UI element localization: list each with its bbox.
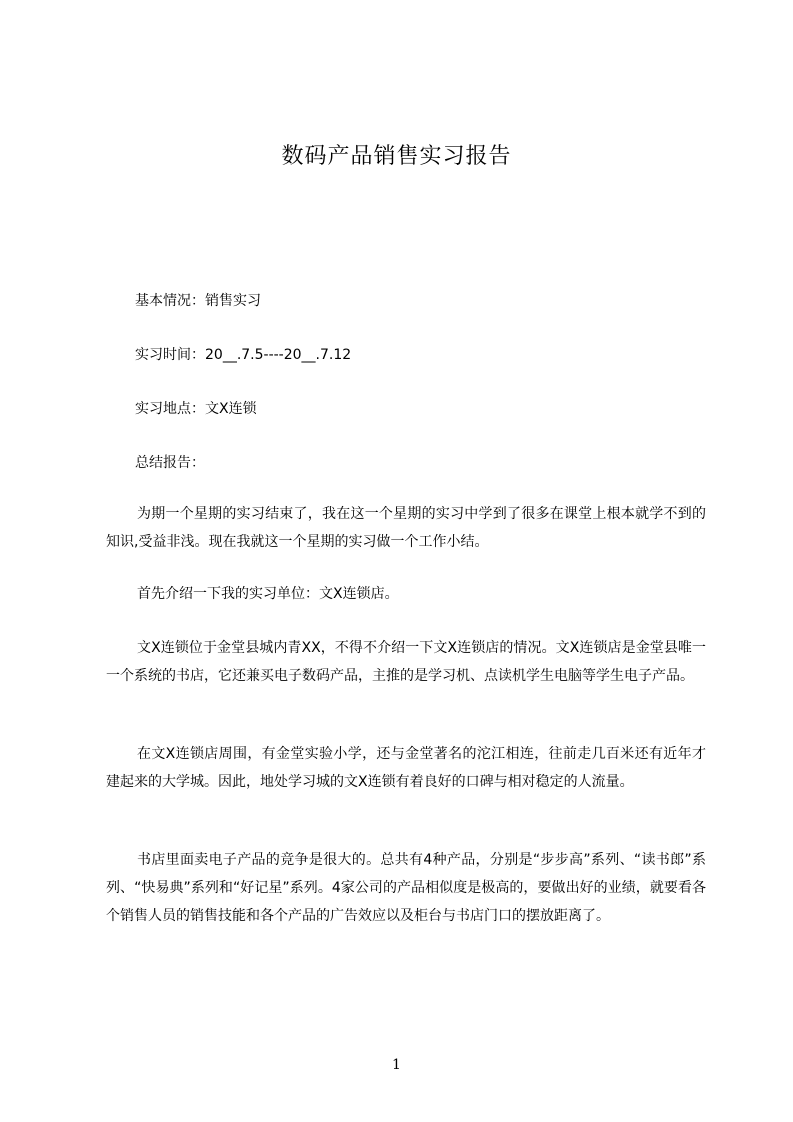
field-internship-location: 实习地点：文X连锁: [135, 401, 257, 417]
paragraph-competition: 书店里面卖电子产品的竞争是很大的。总共有4种产品，分别是“步步高”系列、“读书郎”系列、“快易典”系列和“好记星”系列。4家公司的产品相似度是极高的，要做出好的业绩，就要看各个销售人员的销售技能和各个产品的广告效应以及柜台与书店门口的摆放距离了。: [106, 852, 706, 924]
field-internship-time: 实习时间：20__.7.5----20__.7.12: [135, 347, 352, 363]
field-basic-info: 基本情况：销售实习: [135, 293, 261, 309]
paragraph-store: 文X连锁位于金堂县城内青XX，不得不介绍一下文X连锁店的情况。文X连锁店是金堂县唯一一个系统的书店，它还兼买电子数码产品，主推的是学习机、点读机学生电脑等学生电子产品。: [106, 640, 706, 684]
page-number: 1: [392, 1057, 401, 1073]
paragraph-intro: 为期一个星期的实习结束了，我在这一个星期的实习中学到了很多在课堂上根本就学不到的知识,受益非浅。现在我就这一个星期的实习做一个工作小结。: [106, 506, 706, 550]
field-summary-heading: 总结报告：: [135, 455, 205, 471]
paragraph-unit: 首先介绍一下我的实习单位：文X连锁店。: [137, 586, 399, 602]
document-title: 数码产品销售实习报告: [281, 144, 512, 169]
paragraph-surroundings: 在文X连锁店周围，有金堂实验小学，还与金堂著名的沱江相连，往前走几百米还有近年才建起来的大学城。因此，地处学习城的文X连锁有着良好的口碑与相对稳定的人流量。: [106, 746, 706, 790]
